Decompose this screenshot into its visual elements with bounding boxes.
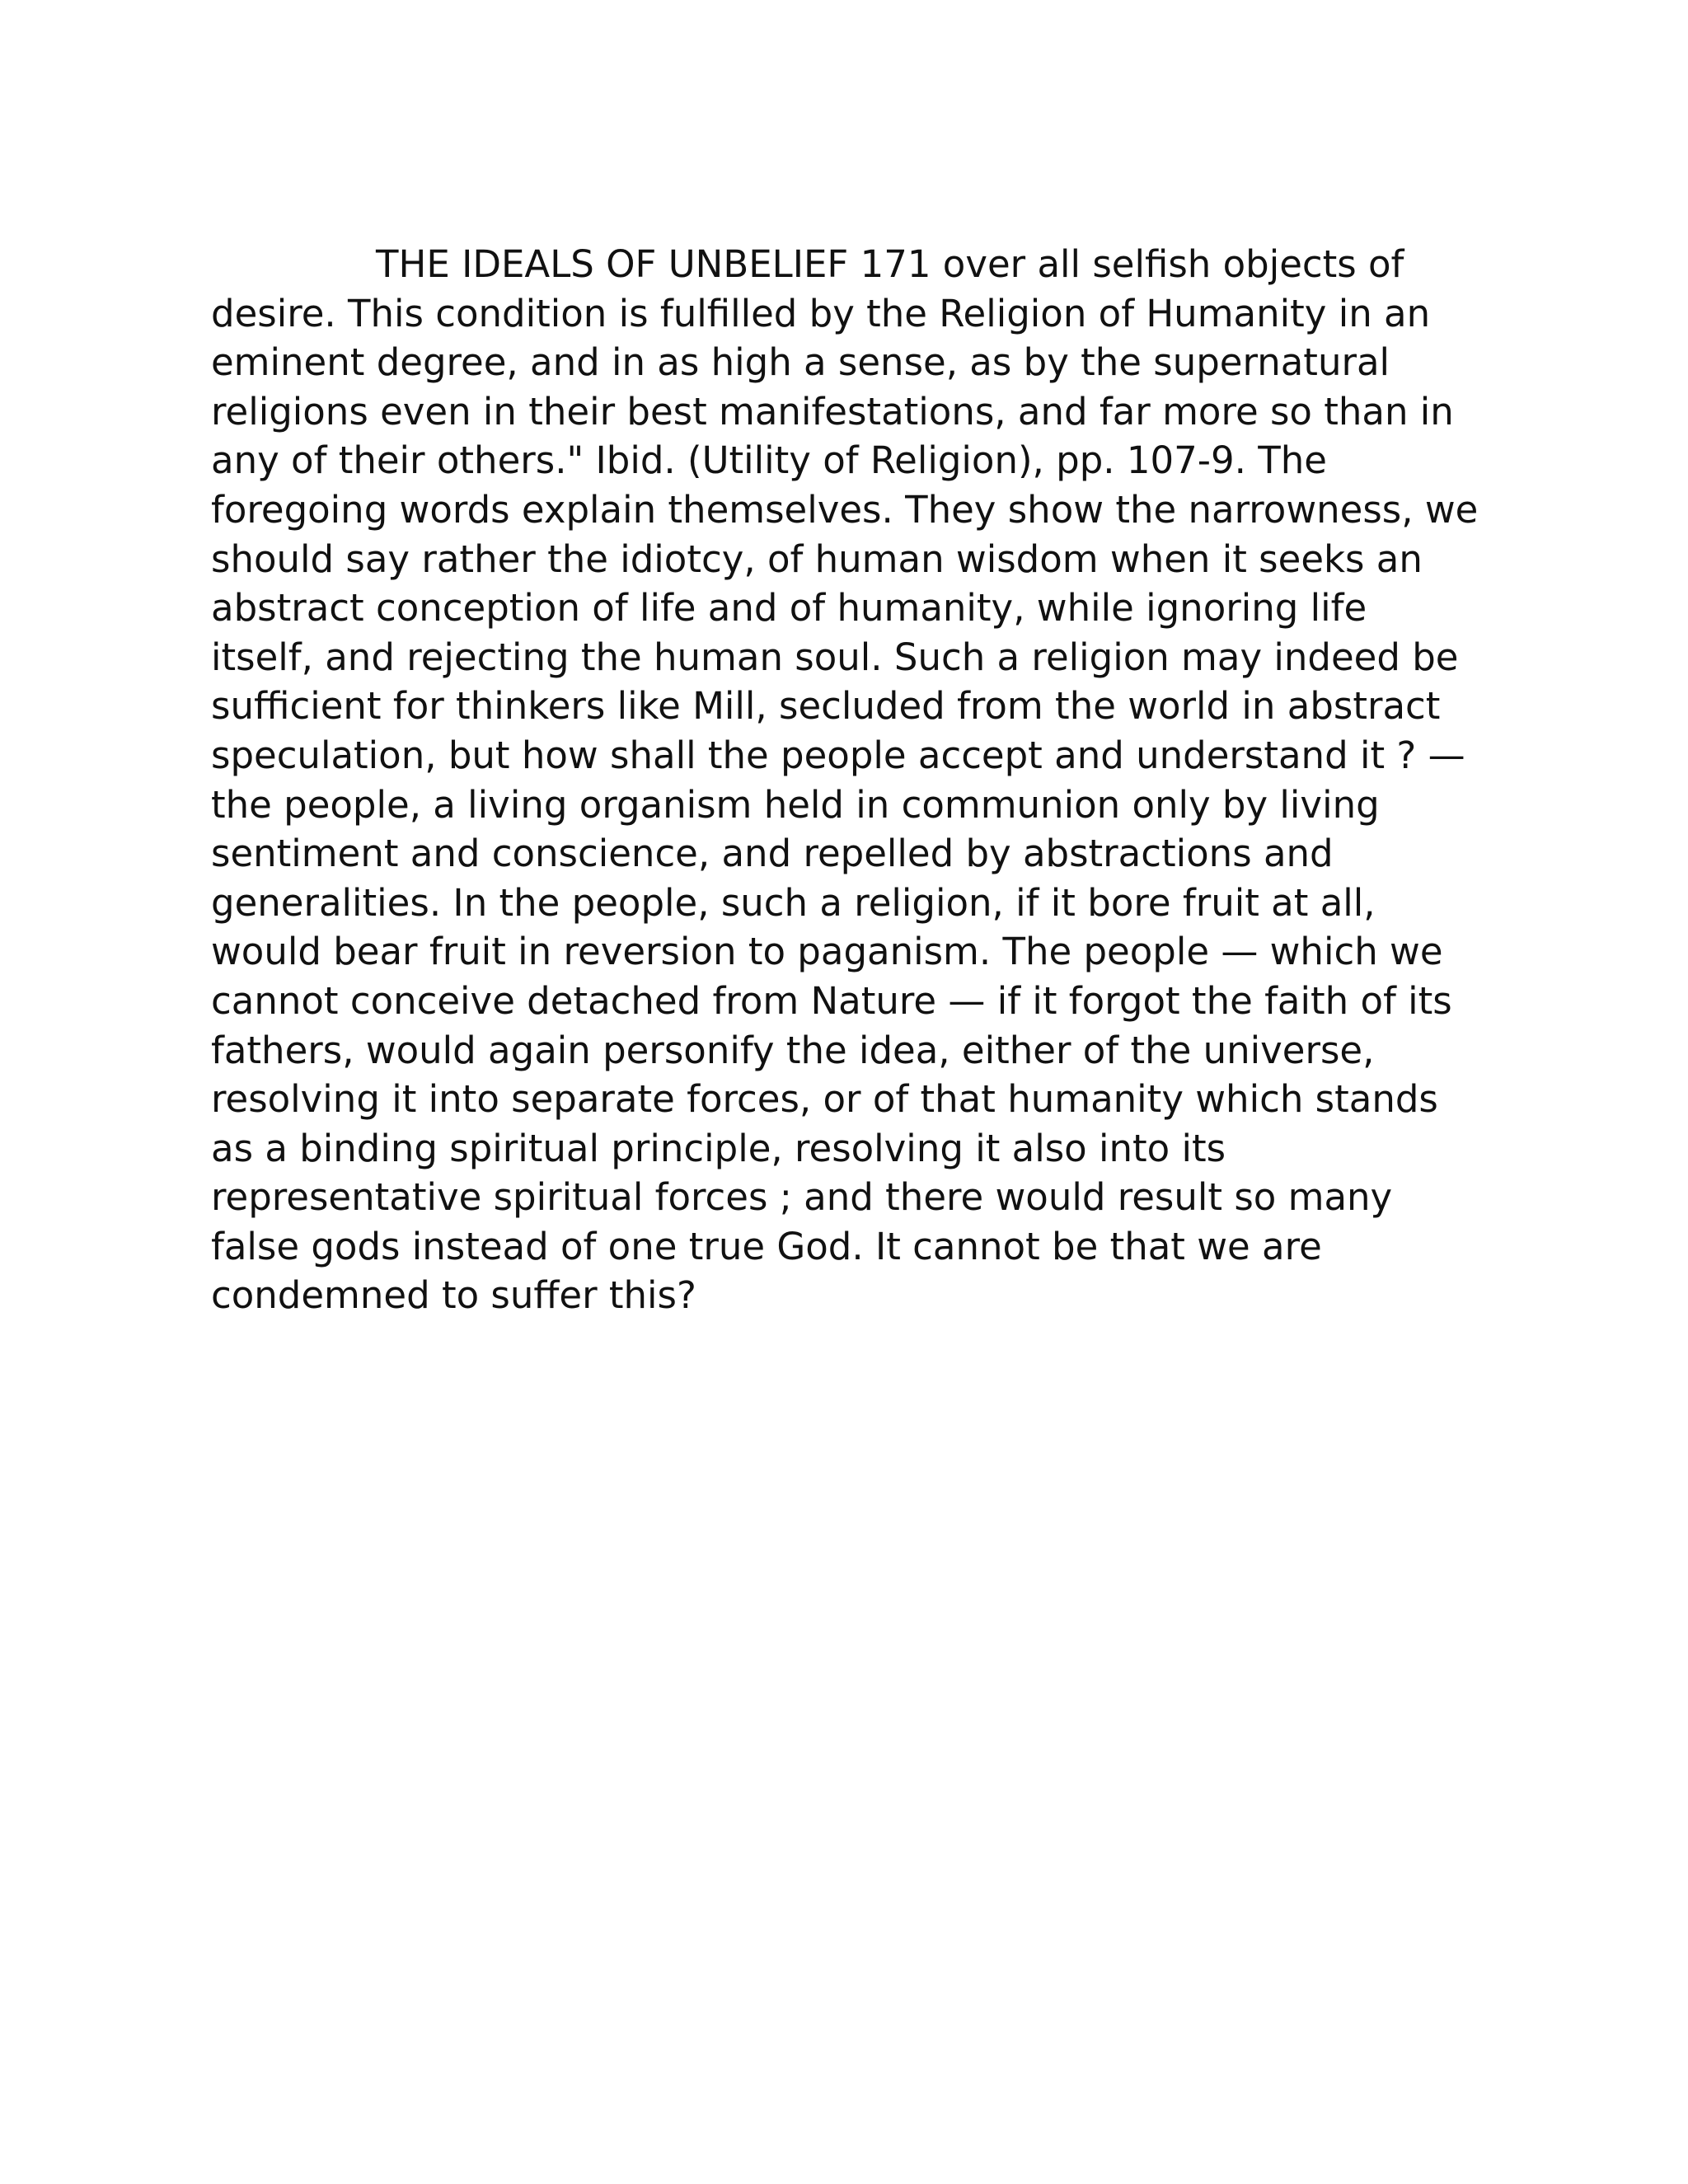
body-paragraph: THE IDEALS OF UNBELIEF 171 over all selfish objects of desire. This condition is fulfilled by the Religion of Humanity in an eminent degree, and in as high a sense, as by the supernatural religions even in their best manifestations, and far more so than in any of their others." Ibid. (Utility of Religion), pp. 107-9. The foregoing words explain themselves. They show the narrowness, we should say rather the idiotcy, of human wisdom when it seeks an abstract conception of life and of humanity, while ignoring life itself, and rejecting the human soul. Such a religion may indeed be sufficient for thinkers like Mill, secluded from the world in abstract speculation, but how shall the people accept and understand it ? — the people, a living organism held in communion only by living sentiment and conscience, and repelled by abstractions and generalities. In the people, such a religion, if it bore fruit at all, would bear fruit in reversion to paganism. The people — which we cannot conceive detached from Nature — if it forgot the faith of its fathers, would again personify the idea, either of the universe, resolving it into separate forces, or of that humanity which stands as a binding spiritual principle, resolving it also into its representative spiritual forces ; and there would result so many false gods instead of one true God. It cannot be that we are condemned to suffer this? [211, 242, 1479, 1318]
